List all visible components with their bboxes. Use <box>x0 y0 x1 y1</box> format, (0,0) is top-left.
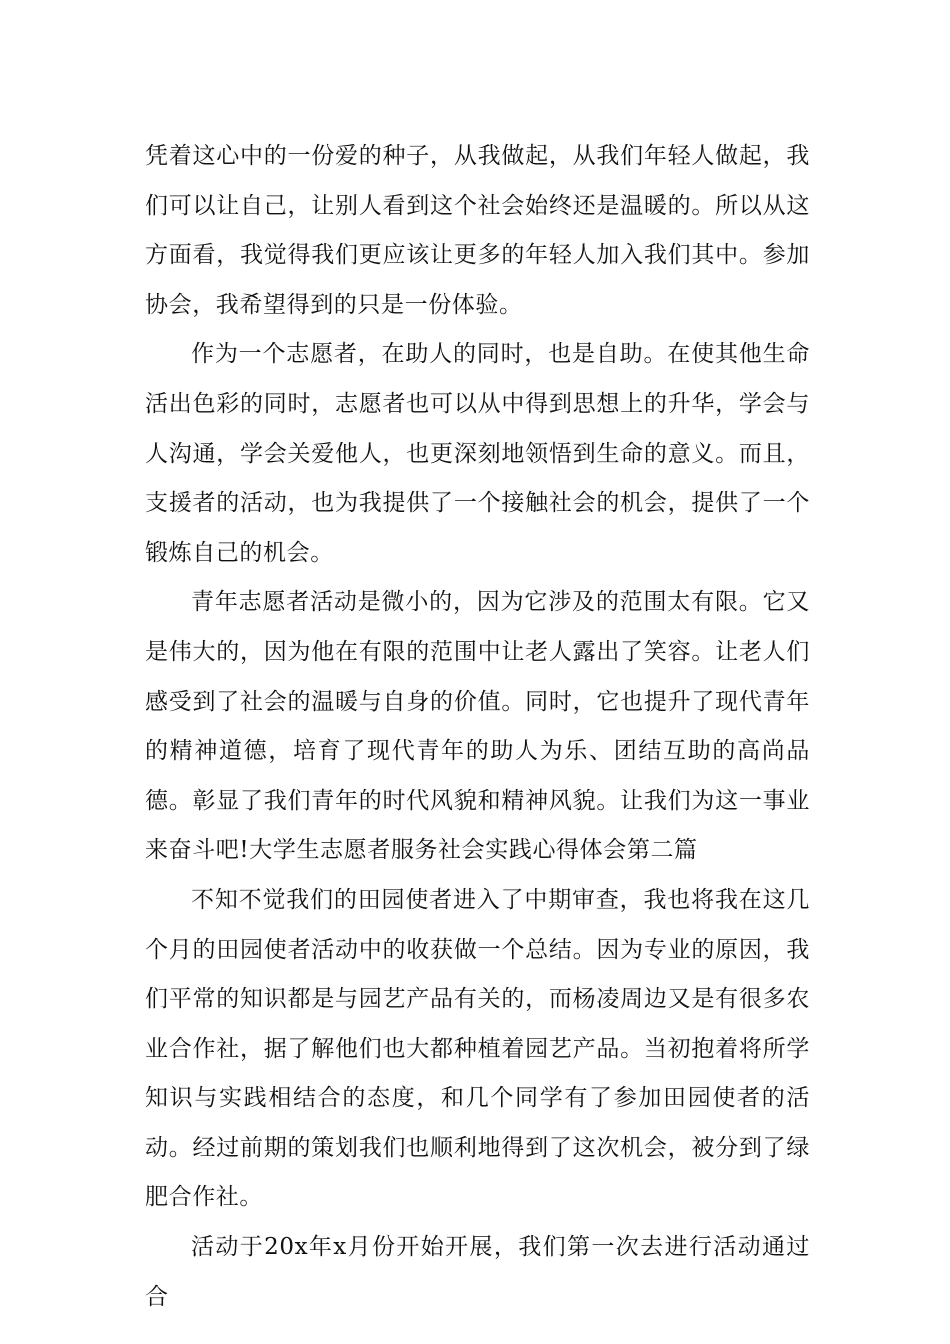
paragraph-2: 作为一个志愿者，在助人的同时，也是自助。在使其他生命活出色彩的同时，志愿者也可以从中得到思想上的升华，学会与人沟通，学会关爱他人，也更深刻地领悟到生命的意义。而且，支援者的活动，也为我提供了一个接触社会的机会，提供了一个锻炼自己的机会。 <box>145 341 810 566</box>
paragraph-3: 青年志愿者活动是微小的，因为它涉及的范围太有限。它又是伟大的，因为他在有限的范围中让老人露出了笑容。让老人们感受到了社会的温暖与自身的价值。同时，它也提升了现代青年的精神道德，培育了现代青年的助人为乐、团结互助的高尚品德。彰显了我们青年的时代风貌和精神风貌。让我们为这一事业来奋斗吧!大学生志愿者服务社会实践心得体会第二篇 <box>145 589 810 864</box>
document-body <box>145 132 810 1322</box>
paragraph-4: 不知不觉我们的田园使者进入了中期审查，我也将我在这几个月的田园使者活动中的收获做一个总结。因为专业的原因，我们平常的知识都是与园艺产品有关的，而杨凌周边又是有很多农业合作社，据了解他们也大都种植着园艺产品。当初抱着将所学知识与实践相结合的态度，和几个同学有了参加田园使者的活动。经过前期的策划我们也顺利地得到了这次机会，被分到了绿肥合作社。 <box>145 886 810 1211</box>
paragraph-1: 凭着这心中的一份爱的种子，从我做起，从我们年轻人做起，我们可以让自己，让别人看到这个社会始终还是温暖的。所以从这方面看，我觉得我们更应该让更多的年轻人加入我们其中。参加协会，我希望得到的只是一份体验。 <box>145 143 810 318</box>
paragraph-5: 活动于20x年x月份开始开展，我们第一次去进行活动通过合 <box>145 1234 810 1310</box>
